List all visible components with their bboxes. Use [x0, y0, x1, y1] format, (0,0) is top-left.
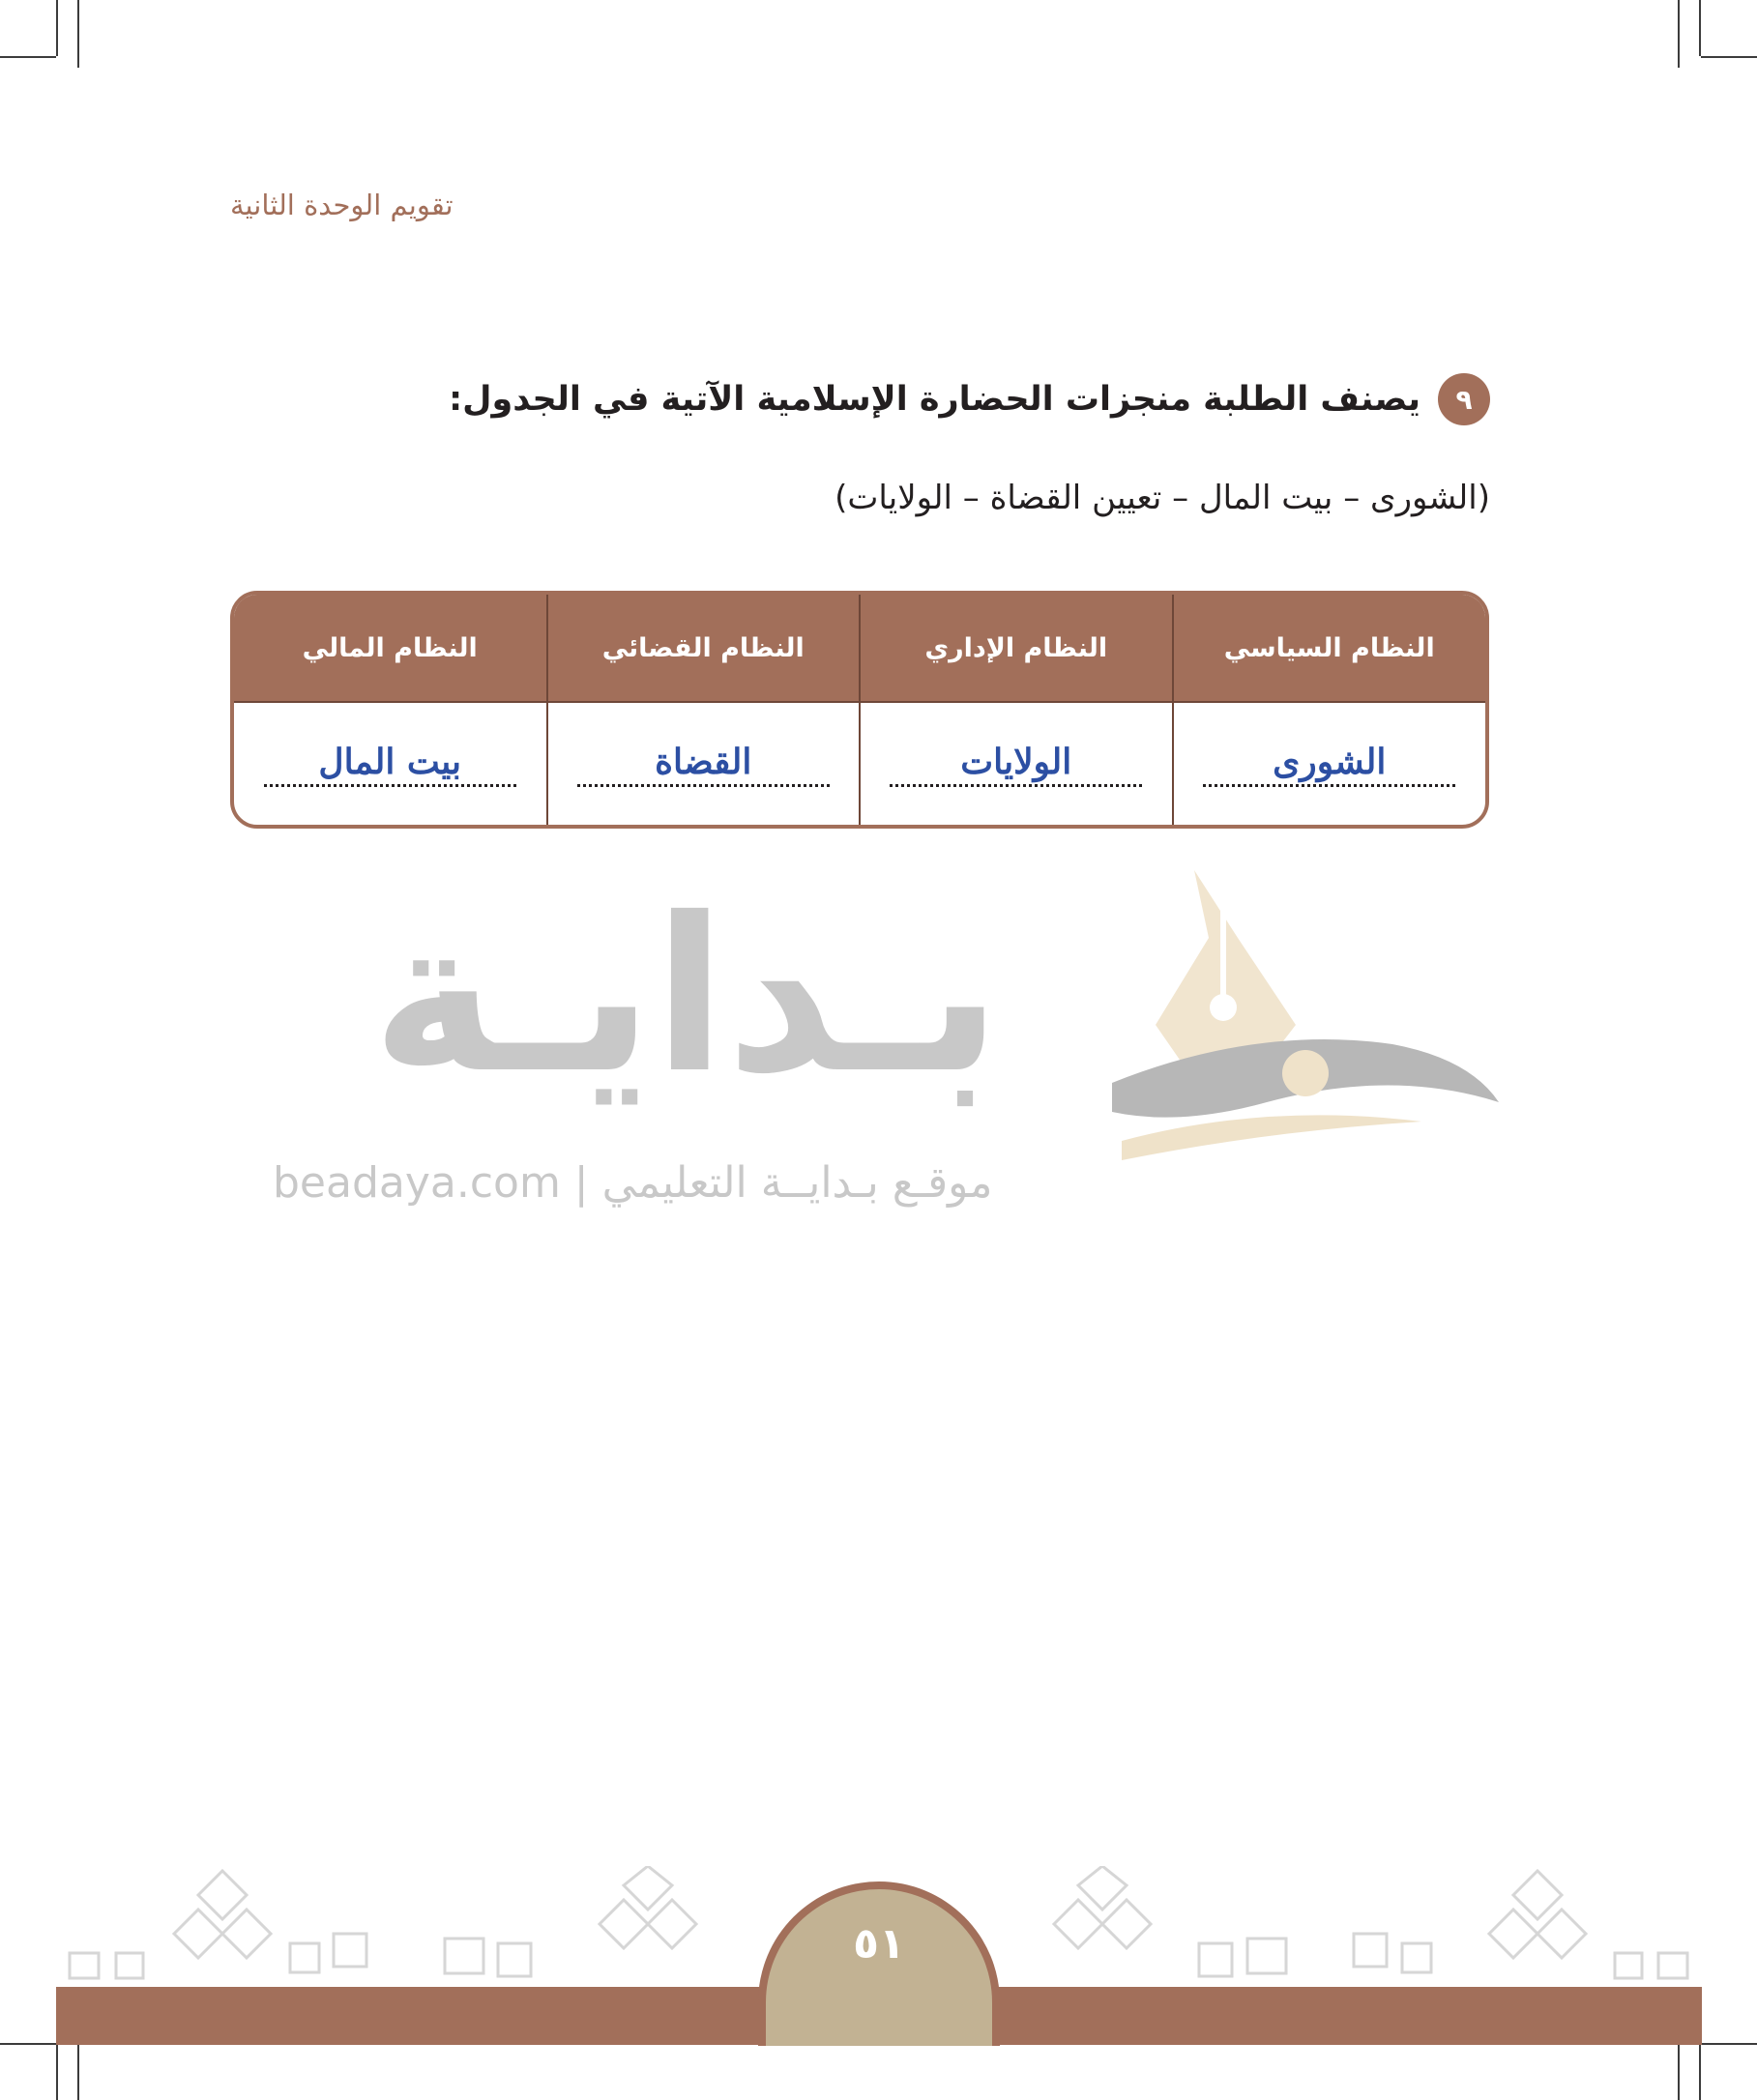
crop-mark	[56, 0, 58, 56]
header-administrative: النظام الإداري	[860, 595, 1173, 702]
page-number: ٥١	[853, 1919, 905, 1969]
crop-mark	[1699, 2043, 1701, 2100]
question-9	[426, 373, 1490, 425]
crop-mark	[1678, 0, 1680, 68]
crop-mark	[0, 2043, 56, 2045]
answer-dotted-line	[890, 738, 1142, 787]
question-options: (الشورى – بيت المال – تعيين القضاة – الولايات)	[835, 479, 1490, 517]
header-political: النظام السياسي	[1173, 595, 1486, 702]
answer-political: الشورى	[1273, 741, 1387, 782]
answer-cell-administrative[interactable]	[860, 702, 1173, 825]
answer-dotted-line	[264, 738, 516, 787]
watermark-subtitle: beadaya.com | موقـع بـدايــة التعليمي	[273, 1158, 993, 1208]
answer-dotted-line	[577, 738, 830, 787]
crop-mark	[1701, 56, 1757, 58]
answer-financial: بيت المال	[318, 741, 462, 782]
table-header-row	[234, 595, 1485, 702]
running-title: تقويم الوحدة الثانية	[230, 189, 454, 221]
crop-mark	[0, 56, 56, 58]
header-judicial: النظام القضائي	[547, 595, 861, 702]
header-financial: النظام المالي	[234, 595, 547, 702]
crop-mark	[1699, 0, 1701, 56]
crop-mark	[56, 2043, 58, 2100]
answer-cell-financial[interactable]	[234, 702, 547, 825]
watermark-word: بـدايـة	[371, 872, 1002, 1120]
watermark-logo	[251, 851, 1508, 1218]
question-text: يصنف الطلبة منجزات الحضارة الإسلامية الآتية في الجدول:	[449, 380, 1420, 419]
question-number-badge: ٩	[1438, 373, 1490, 425]
answer-administrative: الولايات	[960, 741, 1072, 782]
answer-dotted-line	[1203, 738, 1455, 787]
answer-cell-judicial[interactable]	[547, 702, 861, 825]
answer-judicial: القضاة	[655, 741, 752, 782]
classification-table	[230, 591, 1489, 829]
answer-cell-political[interactable]	[1173, 702, 1486, 825]
crop-mark	[1701, 2043, 1757, 2045]
table	[234, 595, 1485, 825]
crop-mark	[77, 0, 79, 68]
pen-nib-icon	[1102, 860, 1508, 1209]
table-row	[234, 702, 1485, 825]
